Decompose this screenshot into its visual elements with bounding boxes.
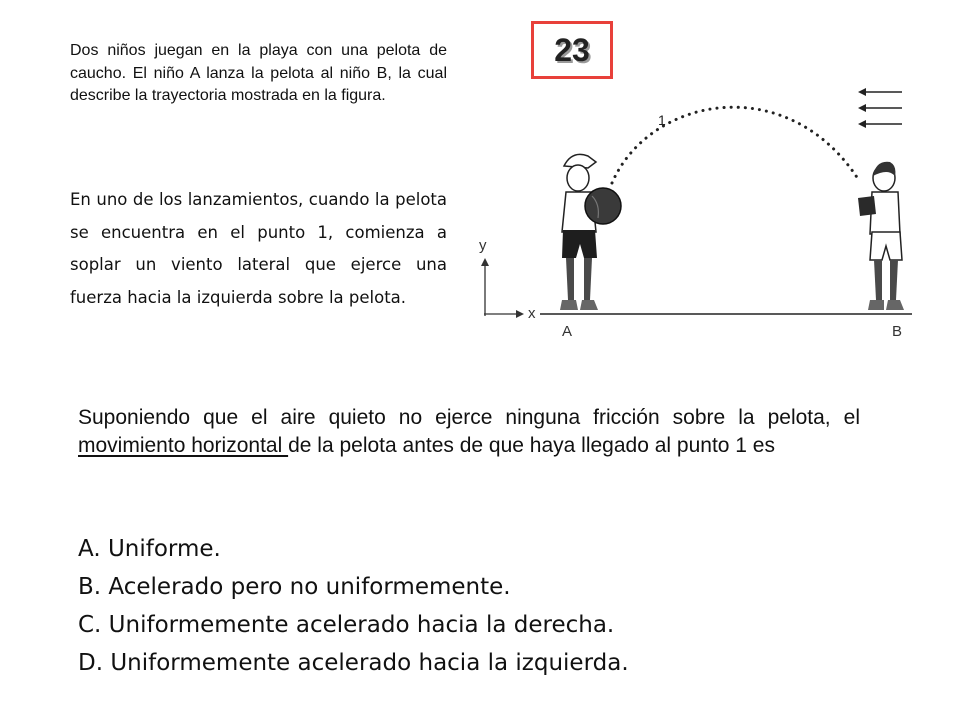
intro-paragraph-1: Dos niños juegan en la playa con una pelota de caucho. El niño A lanza la pelota al niño B, la cual describe la trayectoria mostrada en la figura. [70, 42, 447, 104]
answer-options [78, 530, 629, 682]
label-a: A [562, 323, 573, 340]
ball-trajectory [612, 107, 860, 183]
point-1-label: 1 [658, 112, 666, 128]
question-underlined-text: movimiento horizontal [78, 434, 289, 457]
child-b-icon [858, 162, 904, 310]
wind-arrows-icon [858, 88, 902, 128]
option-b[interactable]: B. Acelerado pero no uniformemente. [78, 574, 511, 600]
trajectory-figure [472, 80, 922, 350]
question-text-before: Suponiendo que el aire quieto no ejerce ninguna fricción sobre la pelota, el [78, 406, 860, 429]
label-b: B [892, 323, 903, 340]
axes-icon [481, 258, 524, 318]
question-text [78, 404, 860, 460]
option-d[interactable]: D. Uniformemente acelerado hacia la izquierda. [78, 650, 629, 676]
child-a-icon [560, 154, 621, 310]
intro-paragraph-2: En uno de los lanzamientos, cuando la pelota se encuentra en el punto 1, comienza a soplar un viento lateral que ejerce una fuerza hacia la izquierda sobre la pelota. [70, 190, 447, 307]
problem-number: 23 [554, 31, 590, 68]
axis-x-label: x [528, 305, 536, 322]
option-c[interactable]: C. Uniformemente acelerado hacia la derecha. [78, 612, 615, 638]
problem-number-badge [531, 21, 613, 79]
axis-y-label: y [479, 237, 487, 254]
option-a[interactable]: A. Uniforme. [78, 536, 221, 562]
question-text-after: de la pelota antes de que haya llegado al punto 1 es [288, 434, 775, 457]
